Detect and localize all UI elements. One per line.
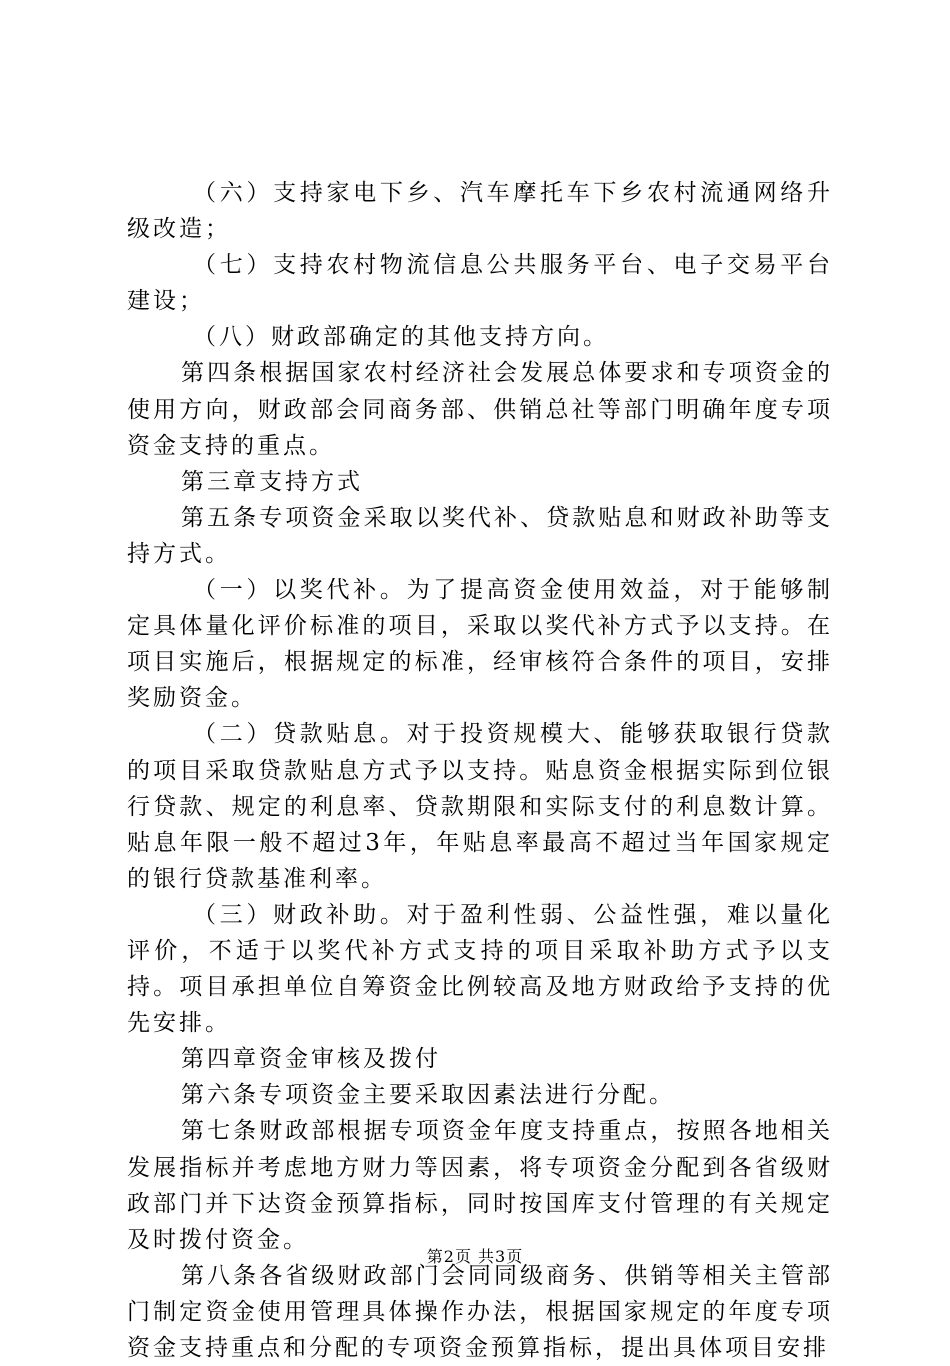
paragraph-item-7: （七）支持农村物流信息公共服务平台、电子交易平台建设； <box>127 252 833 315</box>
paragraph-fiscal-subsidy: （三）财政补助。对于盈利性弱、公益性强，难以量化评价，不适于以奖代补方式支持的项目采取补助方式予以支持。项目承担单位自筹资金比例较高及地方财政给予支持的优先安排。 <box>127 901 833 1037</box>
paragraph-article-7: 第七条财政部根据专项资金年度支持重点，按照各地相关发展指标并考虑地方财力等因素，将专项资金分配到各省级财政部门并下达资金预算指标，同时按国库支付管理的有关规定及时拨付资金。 <box>127 1118 833 1253</box>
paragraph-article-5: 第五条专项资金采取以奖代补、贷款贴息和财政补助等支持方式。 <box>127 504 833 567</box>
paragraph-article-8: 第八条各省级财政部门会同同级商务、供销等相关主管部门制定资金使用管理具体操作办法，根据国家规定的年度专项资金支持重点和分配的专项资金预算指标，提出具体项目安排 <box>127 1262 833 1361</box>
paragraph-article-6: 第六条专项资金主要采取因素法进行分配。 <box>181 1082 675 1109</box>
paragraph-loan-interest: （二）贷款贴息。对于投资规模大、能够获取银行贷款的项目采取贷款贴息方式予以支持。贴息资金根据实际到位银行贷款、规定的利息率、贷款期限和实际支付的利息数计算。贴息年限一般不超过3年，年贴息率最高不超过当年国家规定的银行贷款基准利率。 <box>127 721 833 892</box>
page-number-label: 第2页 共3页 <box>426 1247 524 1266</box>
paragraph-item-6: （六）支持家电下乡、汽车摩托车下乡农村流通网络升级改造； <box>127 180 833 243</box>
chapter-heading-3: 第三章支持方式 <box>181 468 363 495</box>
document-body <box>127 175 833 1366</box>
paragraph-reward-subsidy: （一）以奖代补。为了提高资金使用效益，对于能够制定具体量化评价标准的项目，采取以奖代补方式予以支持。在项目实施后，根据规定的标准，经审核符合条件的项目，安排奖励资金。 <box>127 577 833 712</box>
chapter-heading-4: 第四章资金审核及拨付 <box>181 1046 441 1073</box>
paragraph-item-8: （八）财政部确定的其他支持方向。 <box>193 324 609 351</box>
paragraph-article-4: 第四条根据国家农村经济社会发展总体要求和专项资金的使用方向，财政部会同商务部、供销总社等部门明确年度专项资金支持的重点。 <box>127 360 833 459</box>
page-footer <box>0 1244 950 1267</box>
